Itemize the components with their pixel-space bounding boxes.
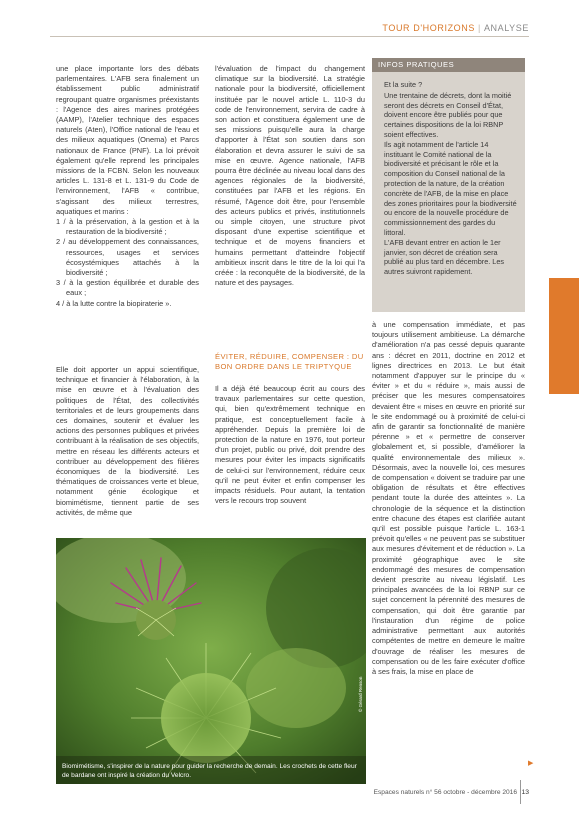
photo-caption: Biomimétisme, s'inspirer de la nature pour guider la recherche de demain. Les crochets de cette fleur de bardane ont inspiré la création du Velcro. bbox=[62, 763, 357, 779]
section-tab bbox=[549, 278, 579, 394]
page-number: 13 bbox=[521, 789, 529, 796]
column-1-paragraph: une place importante lors des débats parlementaires. L'AFB sera finalement un établissement public administratif regroupant quatre organismes préexistants : l'Agence des aires marines protégées (AAMP), l'Atelier technique des espaces naturels (Aten), l'Office national de l'eau et des milieux aquatiques (Onema) et Parcs nationaux de France (PNF). La loi prévoit également qu'elle reprend les principales missions de la FCBN. Selon les nouveaux articles L. 131-8 et L. 131-9 du Code de l'environnement, l'AFB « contribue, s'agissant des milieux terrestres, aquatiques et marins : bbox=[56, 64, 199, 216]
column-3-paragraph: à une compensation immédiate, et pas toujours utilisement ambitieuse. La démarche d'amélioration n'a pas cessé depuis quarante ans : décret en 2011, doctrine en 2012 et lignes directrices en 2013. Le but était notamment d'appuyer sur le principe du « éviter » et du « réduire », mais aussi de préciser que les mesures compensatoires devaient être « mises en œuvre en priorité sur le site endommagé ou à proximité de celui-ci afin de garantir sa fonctionnalité de manière pérenne » et « permettre de conserver globalement et, si possible, d'améliorer la qualité environnementale des milieux ». Désormais, avec la nouvelle loi, ces mesures de compensation « doivent se traduire par une obligation de résultats et être effectives pendant toute la durée des atteintes ». La chronologie de la séquence et la distinction entre chacune des étapes est clarifiée autant qu'il est possible puisque l'article L. 163-1 prévoit qu'elles « ne peuvent pas se substituer aux mesures d'évitement et de réduction ». La proximité géographique avec le site endommagé des mesures de compensation devient prescrite au niveau législatif. Les principales avancées de la loi RBNP sur ce sujet concernent la pérennité des mesures de compensation, qui doit être garantie par l'instauration d'un régime de police administrative permettant aux autorités compétentes de mettre en demeure le maître d'ouvrage de réaliser les mesures de compensation ou de les faire exécuter d'office à ses frais, la mise en place de bbox=[372, 320, 525, 676]
section-title: TOUR D'HORIZONS bbox=[382, 23, 475, 33]
column-3 bbox=[372, 320, 525, 677]
header-separator: | bbox=[477, 23, 481, 33]
header-rule bbox=[50, 36, 529, 37]
info-box-paragraph: Une trentaine de décrets, dont la moitié seront des décrets en Conseil d'État, doivent encore être publiés pour que certaines dispositions de la loi RBNP soient effectives. bbox=[384, 90, 512, 139]
continue-arrow-icon: ▶ bbox=[528, 760, 534, 767]
publication-footer: Espaces naturels n° 56 octobre - décembre 2016 bbox=[373, 789, 517, 796]
column-1b-paragraph: Elle doit apporter un appui scientifique, technique et financier à l'élaboration, à la mise en œuvre et à l'évaluation des politiques de l'État, des collectivités territoriales et de leurs groupements dans ces domaines, soutenir et évaluer les actions des personnes publiques et privées contribuant à la réalisation de ses objectifs, mettre en réseau les différents acteurs et contribuer au développement des filières économiques de la biodiversité. Les thématiques de croissances verte et bleue, notamment génie écologique et biomimétisme, tiennent partie de ses activités, de même que bbox=[56, 365, 199, 517]
column-1-bottom bbox=[56, 365, 199, 518]
burdock-flower-photo bbox=[56, 538, 366, 784]
list-item: 4 / à la lutte contre la biopiraterie ». bbox=[56, 298, 172, 308]
subsection-title: ANALYSE bbox=[483, 23, 529, 33]
info-box-paragraph: Ils agit notamment de l'article 14 instituant le Comité national de la biodiversité et précisant le rôle et la composition du Conseil national de la protection de la nature, de la création concrète de l'AFB, de la mise en place des zones prioritaires pour la biodiversité ou encore de la nouvelle procédure de commissionnement des gardes du littoral. bbox=[384, 139, 517, 237]
list-item: 2 / au développement des connaissances, ressources, usages et services écosystémiques attachés à la biodiversité ; bbox=[56, 237, 199, 278]
column-2b-paragraph: Il a déjà été beaucoup écrit au cours des travaux parlementaires sur cette question, qui, bien qu'extrêmement technique en pratique, est conceptuellement facile à appréhender. Depuis la première loi de protection de la nature en 1976, tout porteur d'un projet, public ou privé, doit prendre des mesures pour éviter les impacts significatifs de celui-ci sur l'environnement, réduire ceux qu'il ne peut éviter et enfin compenser les impacts résiduels. Pour autant, la tentation vers le recours trop souvent bbox=[215, 384, 365, 506]
column-1-top bbox=[56, 64, 199, 309]
missions-list bbox=[56, 217, 199, 309]
running-header bbox=[382, 23, 529, 33]
column-2-top bbox=[215, 64, 365, 288]
info-box-body bbox=[384, 80, 518, 277]
column-2-paragraph: l'évaluation de l'impact du changement climatique sur la biodiversité. La stratégie nationale pour la biodiversité, officiellement instituée par le nouvel article L. 110-3 du code de l'environnement, servira de cadre à son action et constituera également une de ses missions puisqu'elle aura la charge d'apporter à l'État son soutien dans son élaboration et devra assurer le suivi de sa mise en œuvre. Agence nationale, l'AFB pourra être déclinée au niveau local dans des agences régionales de la biodiversité, constituées par l'AFB et les régions. En résumé, l'Agence doit être, pour l'ensemble des acteurs publics et privés, institutionnels ou simple citoyen, une structure pivot disposant d'une expertise scientifique et technique et de moyens financiers et humains permettant d'atteindre l'objectif ambitieux inscrit dans le titre de la loi qui l'a créée : la reconquête de la biodiversité, de la nature et des paysages. bbox=[215, 64, 365, 288]
info-box-paragraph: L'AFB devant entrer en action le 1er janvier, son décret de création sera publié au plus tard en décembre. Les autres suivront rapidement. bbox=[384, 237, 505, 277]
list-item: 3 / à la gestion équilibrée et durable des eaux ; bbox=[56, 278, 199, 298]
column-2-bottom bbox=[215, 384, 365, 506]
photo-credit: © Gérard Renson bbox=[358, 676, 363, 712]
list-item: 1 / à la préservation, à la gestion et à la restauration de la biodiversité ; bbox=[56, 217, 199, 237]
section-subheading: ÉVITER, RÉDUIRE, COMPENSER : DU BON ORDRE DANS LE TRIPTYQUE bbox=[215, 352, 364, 371]
info-box-question: Et la suite ? bbox=[384, 80, 423, 89]
info-box-title: INFOS PRATIQUES bbox=[372, 58, 525, 72]
